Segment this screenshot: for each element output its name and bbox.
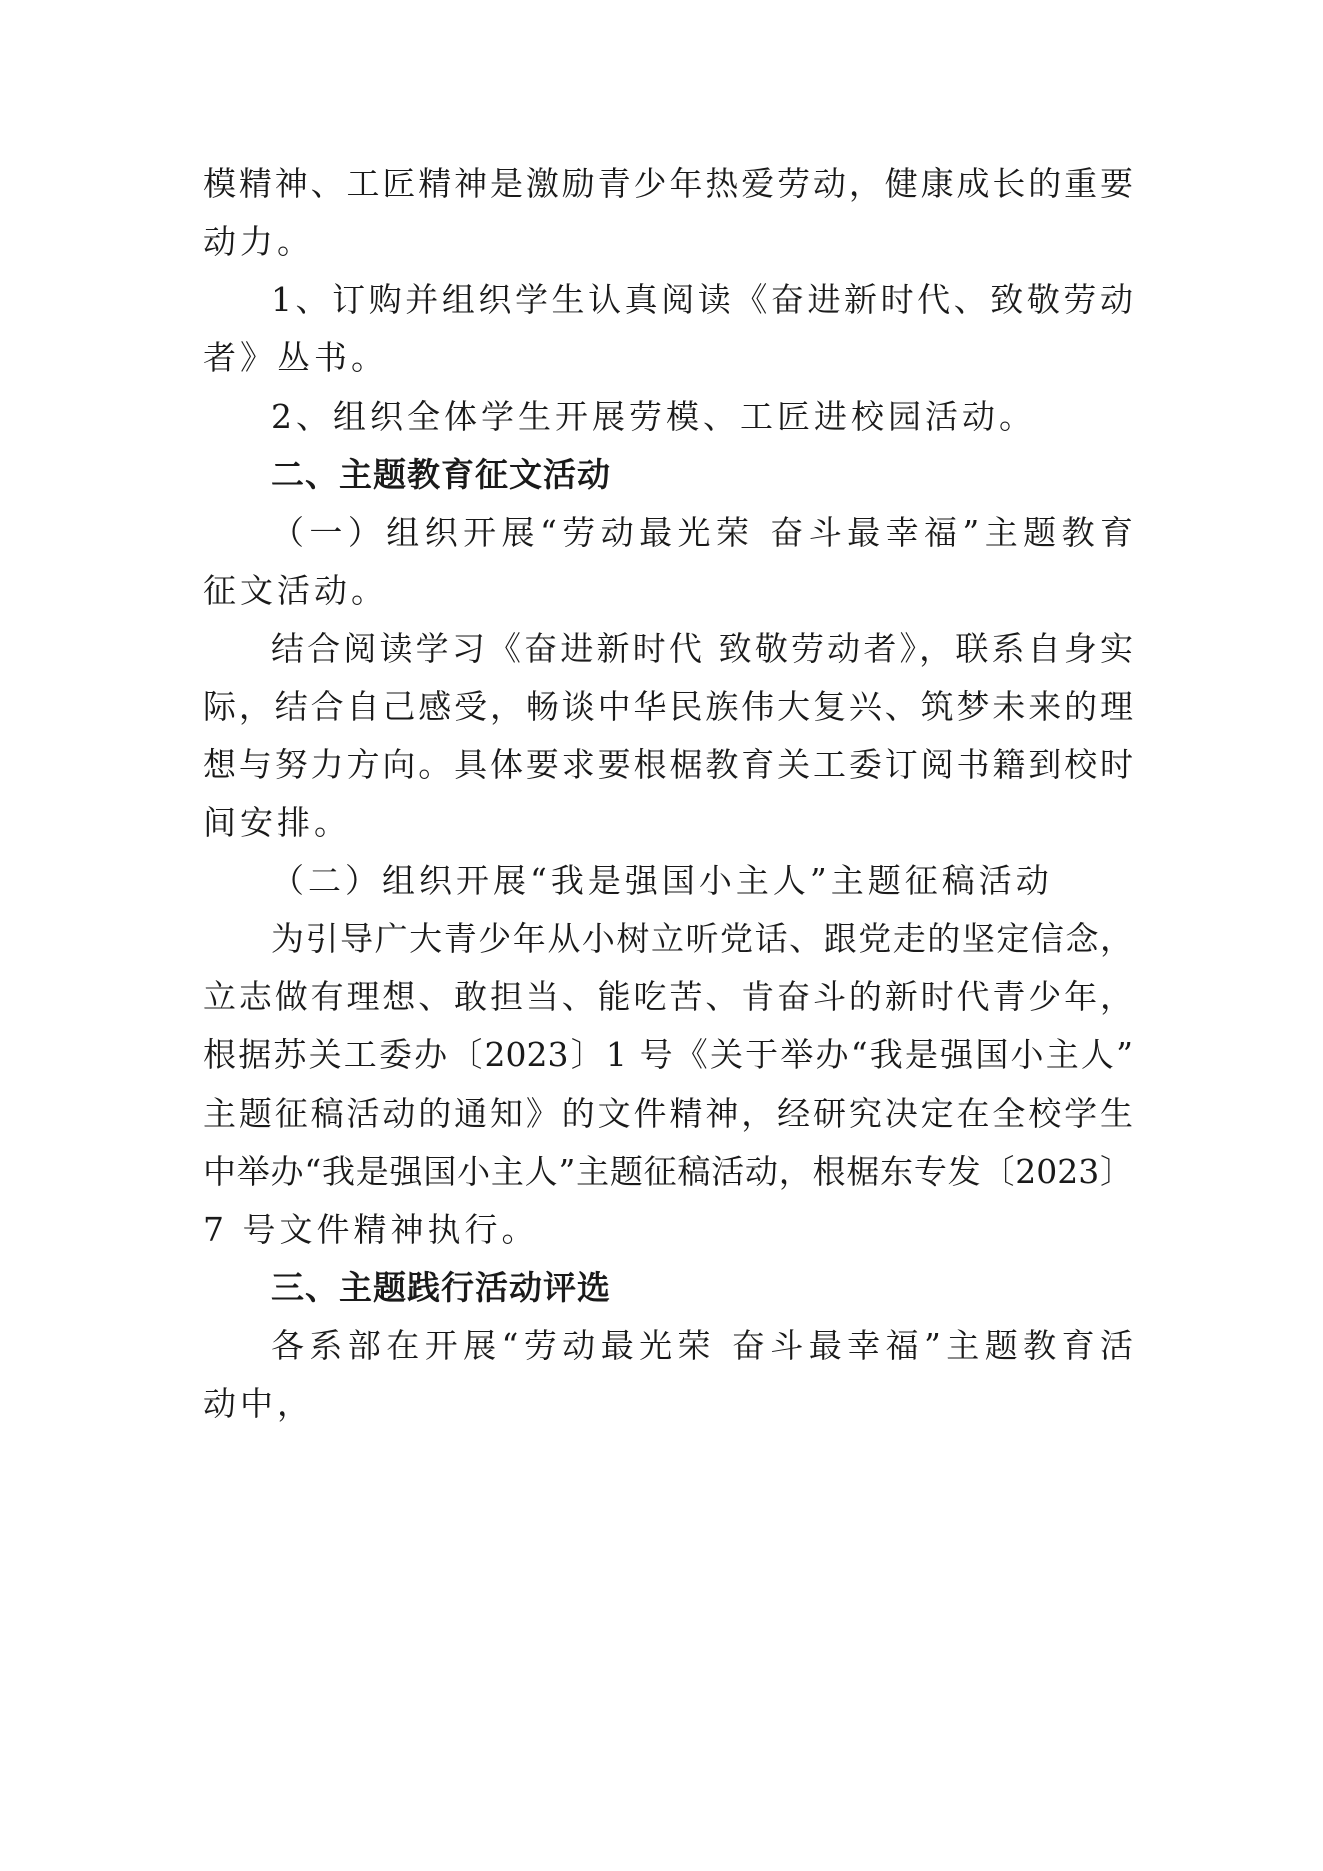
list-item-1: 1、订购并组织学生认真阅读《奋进新时代、致敬劳动 <box>271 280 1133 319</box>
list-item-2: 2、组织全体学生开展劳模、工匠进校园活动。 <box>271 397 1036 436</box>
body-text-line: 中举办“我是强国小主人”主题征稿活动，根椐东专发〔2023〕 <box>203 1152 1133 1191</box>
body-text-line: 为引导广大青少年从小树立听党话、跟党走的坚定信念， <box>271 919 1133 958</box>
body-text-line: 根据苏关工委办〔2023〕1 号《关于举办“我是强国小主人” <box>203 1035 1133 1074</box>
section-heading-3: 三、主题践行活动评选 <box>271 1268 611 1307</box>
body-text-line: 征文活动。 <box>203 571 388 610</box>
body-text-line: 7 号文件精神执行。 <box>203 1210 539 1249</box>
body-text-line: 动力。 <box>203 222 314 261</box>
body-text-line: 各系部在开展“劳动最光荣 奋斗最幸福”主题教育活 <box>271 1326 1133 1365</box>
section-heading-2: 二、主题教育征文活动 <box>271 455 611 494</box>
body-text-line: 结合阅读学习《奋进新时代 致敬劳动者》，联系自身实 <box>271 629 1133 668</box>
body-text-line: 动中， <box>203 1384 314 1423</box>
subsection-heading-1: （一）组织开展“劳动最光荣 奋斗最幸福”主题教育 <box>271 513 1133 552</box>
body-text-line: 模精神、工匠精神是激励青少年热爱劳动，健康成长的重要 <box>203 164 1133 203</box>
body-text-line: 者》丛书。 <box>203 338 388 377</box>
body-text-line: 际，结合自己感受，畅谈中华民族伟大复兴、筑梦未来的理 <box>203 687 1133 726</box>
body-text-line: 立志做有理想、敢担当、能吃苦、肯奋斗的新时代青少年， <box>203 977 1133 1016</box>
body-text-line: 主题征稿活动的通知》的文件精神，经研究决定在全校学生 <box>203 1094 1133 1133</box>
subsection-heading-2: （二）组织开展“我是强国小主人”主题征稿活动 <box>271 861 1053 900</box>
body-text-line: 想与努力方向。具体要求要根椐教育关工委订阅书籍到校时 <box>203 745 1133 784</box>
body-text-line: 间安排。 <box>203 803 351 842</box>
